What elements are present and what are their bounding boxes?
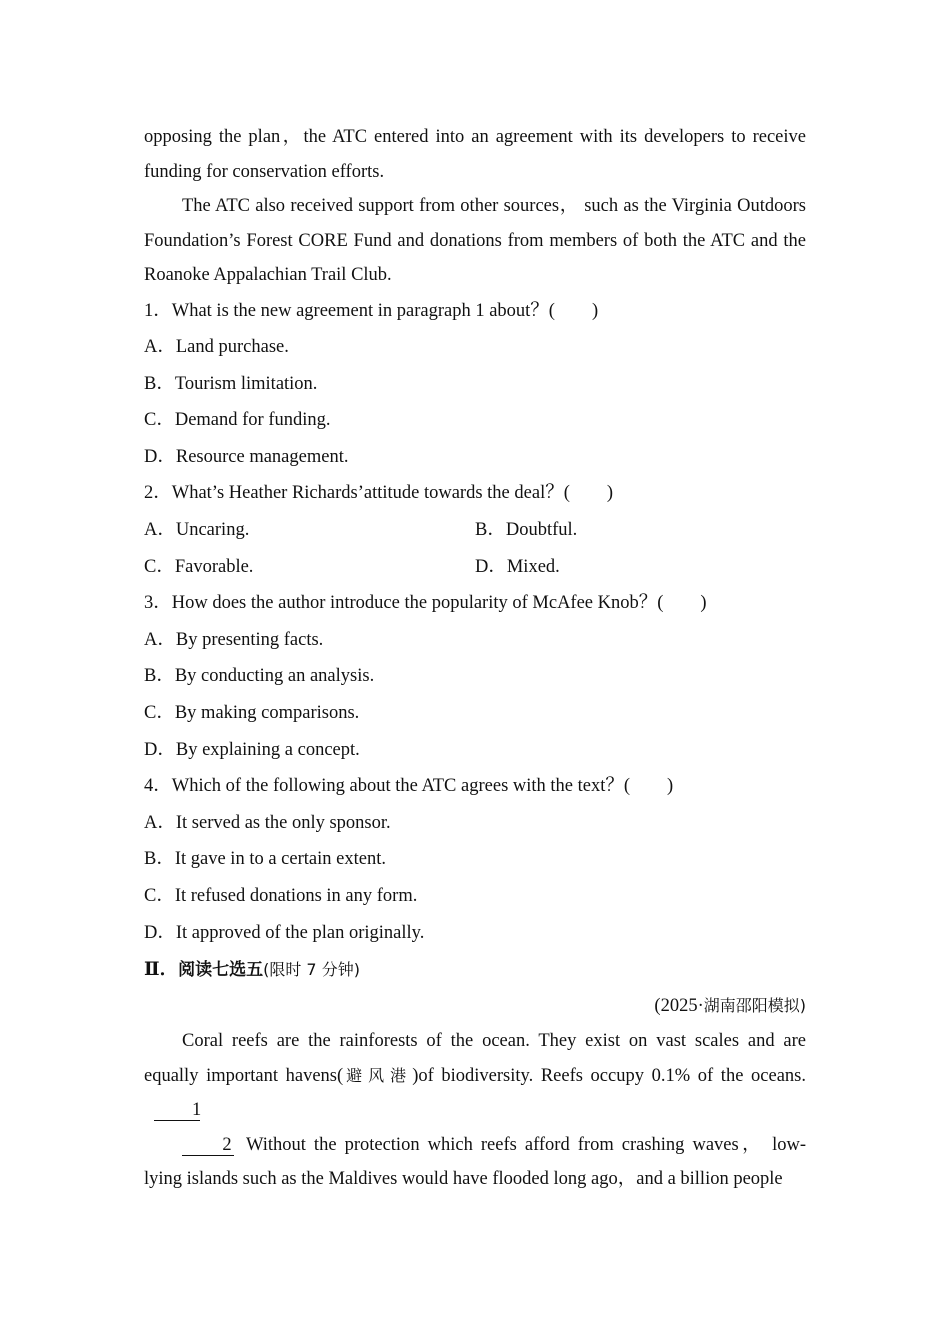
question-stem: 2．What’s Heather Richards’attitude towards the deal？( ) (144, 483, 614, 504)
passage-paragraph: The ATC also received support from other sources， such as the Virginia Outdoors Foundation’s Forest CORE Fund and donations from members of both the ATC and the Roanoke Appalachian Trail Club. (144, 196, 806, 285)
question-stem: 3．How does the author introduce the popularity of McAfee Knob？( ) (144, 593, 707, 614)
question-stem: 1．What is the new agreement in paragraph 1 about？( ) (144, 300, 599, 321)
option-a: A．Land purchase. (144, 337, 289, 358)
blank-1[interactable]: 1 (154, 1100, 200, 1121)
option-a: A．Uncaring. (144, 520, 250, 541)
option-b: B．Doubtful. (475, 520, 578, 541)
option-b: B．By conducting an analysis. (144, 666, 375, 687)
blank-2[interactable]: 2 (182, 1135, 234, 1156)
option-b: B．It gave in to a certain extent. (144, 849, 386, 870)
section-heading (144, 951, 806, 988)
reading-text: Coral reefs are the rainforests of the ocean. They exist on vast scales and are equally important havens( (144, 1031, 806, 1086)
option-a: A．It served as the only sponsor. (144, 812, 391, 833)
passage-continuation: opposing the plan，the ATC entered into an agreement with its developers to receive funding for conservation efforts. (144, 127, 806, 182)
reading-chinese-gloss: 避风港 (343, 1065, 413, 1085)
section-numeral: Ⅱ． (144, 960, 179, 981)
option-d: D．Resource management. (144, 446, 349, 467)
option-row (144, 512, 806, 549)
question-1 (144, 293, 806, 476)
question-2 (144, 475, 806, 585)
reading-text: )of biodiversity. Reefs occupy 0.1% of the oceans. (412, 1065, 806, 1086)
section-time-limit: (限时 7 分钟) (263, 960, 360, 980)
option-d: D．By explaining a concept. (144, 739, 360, 760)
option-c: C．It refused donations in any form. (144, 886, 418, 906)
source-place: 湖南邵阳模拟) (703, 996, 806, 1016)
option-b: B．Tourism limitation. (144, 373, 318, 394)
option-a: A．By presenting facts. (144, 629, 324, 650)
option-c: C．Demand for funding. (144, 410, 331, 431)
option-c: C．Favorable. (144, 556, 254, 577)
question-stem: 4．Which of the following about the ATC agrees with the text？( ) (144, 776, 674, 797)
content-area (144, 120, 806, 1197)
question-4 (144, 768, 806, 951)
source-year: (2025 (654, 996, 698, 1017)
option-d: D．Mixed. (475, 556, 560, 577)
question-3 (144, 585, 806, 768)
source-citation (144, 988, 806, 1024)
source-dot: · (697, 996, 704, 1017)
option-row (144, 549, 806, 586)
section-title: 阅读七选五 (178, 960, 264, 981)
reading-paragraph-2 (144, 1128, 806, 1197)
option-c: C．By making comparisons. (144, 703, 360, 724)
reading-text: Without the protection which reefs afford from crashing waves， low-lying islands such as the Maldives would have flooded long ago，and a billion people (144, 1134, 806, 1190)
reading-paragraph-1 (144, 1024, 806, 1128)
option-d: D．It approved of the plan originally. (144, 922, 425, 943)
